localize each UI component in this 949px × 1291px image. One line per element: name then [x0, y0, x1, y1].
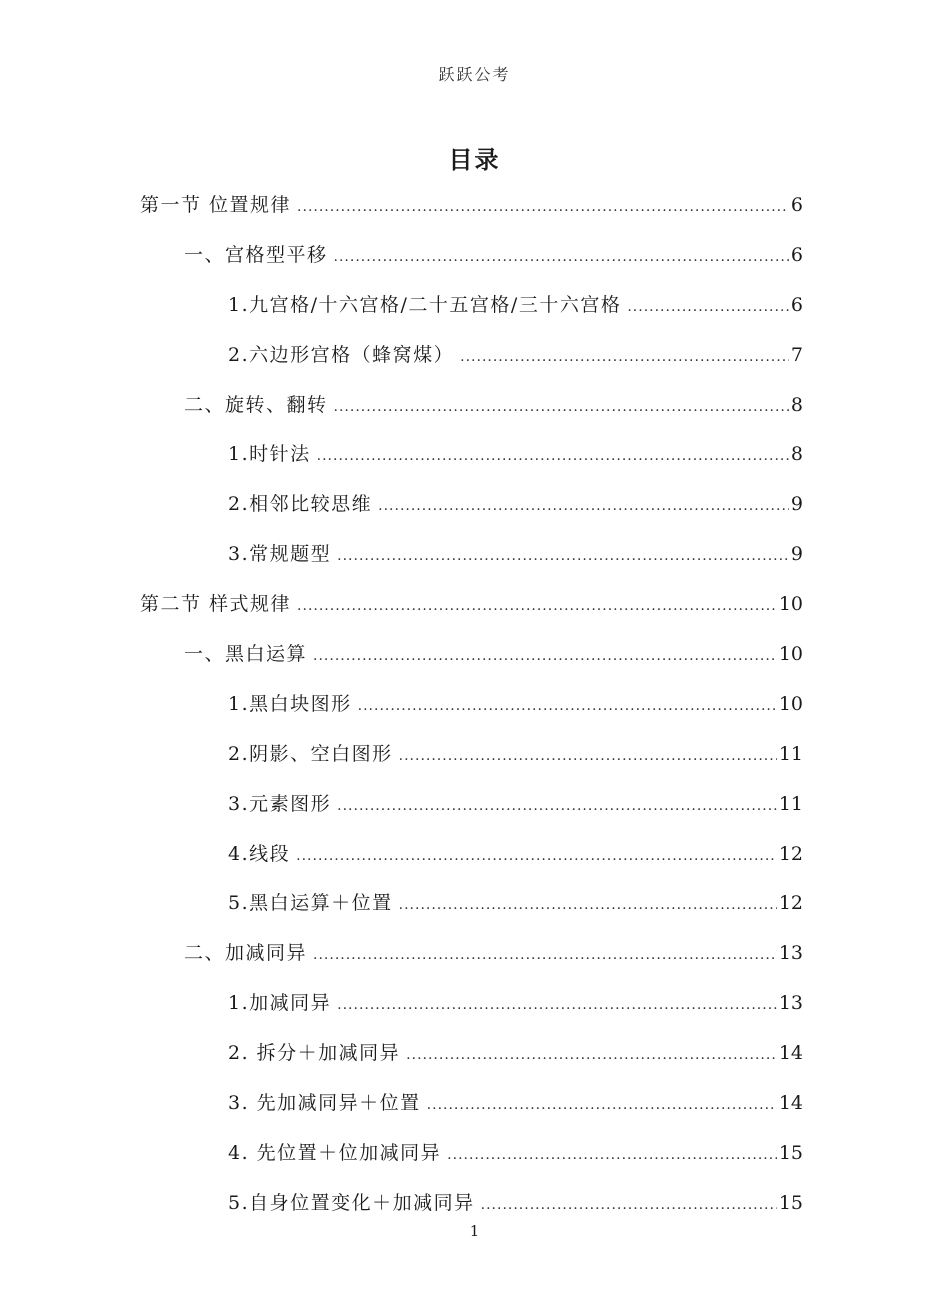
toc-entry-page-number: 14 [778, 1042, 803, 1065]
table-of-contents [140, 190, 803, 1238]
toc-dot-leader [297, 199, 789, 215]
toc-entry-page-number: 13 [778, 992, 803, 1015]
toc-dot-leader [406, 1047, 777, 1063]
toc-entry-page-number: 6 [790, 243, 803, 266]
toc-entry-label: 4. 先位置＋位加减同异 [228, 1141, 442, 1164]
toc-entry-page-number: 11 [778, 792, 803, 815]
toc-entry-page-number: 10 [778, 643, 803, 666]
toc-entry-label: 1.加减同异 [228, 992, 332, 1015]
toc-dot-leader [627, 299, 789, 315]
page-title: 目录 [448, 145, 501, 174]
toc-entry[interactable] [140, 340, 803, 390]
toc-dot-leader [399, 897, 777, 913]
toc-entry-label: 3.元素图形 [228, 792, 332, 815]
toc-entry-page-number: 15 [778, 1191, 803, 1214]
toc-entry-label: 2. 拆分＋加减同异 [228, 1042, 401, 1065]
toc-dot-leader [334, 249, 789, 265]
toc-dot-leader [317, 448, 789, 464]
toc-entry-page-number: 10 [778, 692, 803, 715]
toc-entry-page-number: 7 [790, 343, 803, 366]
toc-entry-page-number: 9 [790, 543, 803, 566]
toc-entry-page-number: 12 [778, 842, 803, 865]
toc-entry-label: 2.阴影、空白图形 [228, 742, 393, 765]
toc-entry[interactable] [140, 489, 803, 539]
toc-entry[interactable] [140, 988, 803, 1038]
toc-entry-page-number: 8 [790, 393, 803, 416]
toc-entry-label: 1.黑白块图形 [228, 692, 352, 715]
toc-dot-leader [378, 498, 789, 514]
page-header: 跃跃公考 [438, 65, 511, 84]
toc-entry-label: 1.九宫格/十六宫格/二十五宫格/三十六宫格 [228, 293, 622, 316]
toc-entry[interactable] [140, 888, 803, 938]
toc-entry[interactable] [140, 789, 803, 839]
toc-entry-page-number: 10 [778, 593, 803, 616]
toc-dot-leader [313, 648, 777, 664]
toc-entry-label: 第一节 位置规律 [140, 194, 292, 216]
toc-entry-page-number: 9 [790, 493, 803, 516]
toc-dot-leader [296, 848, 777, 864]
toc-entry[interactable] [140, 190, 803, 240]
toc-entry-page-number: 11 [778, 742, 803, 765]
toc-entry[interactable] [140, 1038, 803, 1088]
toc-entry-page-number: 6 [790, 293, 803, 316]
toc-entry-label: 1.时针法 [228, 443, 311, 466]
toc-dot-leader [358, 698, 777, 714]
toc-entry[interactable] [140, 938, 803, 988]
toc-entry[interactable] [140, 439, 803, 489]
toc-entry[interactable] [140, 290, 803, 340]
toc-entry-label: 3. 先加减同异＋位置 [228, 1092, 421, 1115]
toc-entry-label: 4.线段 [228, 842, 291, 865]
toc-entry-page-number: 14 [778, 1092, 803, 1115]
toc-dot-leader [337, 798, 777, 814]
page-number: 1 [469, 1222, 480, 1240]
toc-entry-label: 一、黑白运算 [184, 643, 308, 666]
toc-dot-leader [481, 1197, 777, 1213]
toc-entry-label: 二、加减同异 [184, 942, 308, 965]
toc-entry[interactable] [140, 589, 803, 639]
toc-entry[interactable] [140, 689, 803, 739]
toc-entry-label: 一、宫格型平移 [184, 243, 328, 266]
toc-dot-leader [313, 947, 777, 963]
toc-entry[interactable] [140, 839, 803, 889]
toc-entry-label: 2.六边形宫格（蜂窝煤） [228, 343, 455, 366]
toc-dot-leader [447, 1147, 777, 1163]
toc-dot-leader [399, 748, 777, 764]
toc-dot-leader [334, 399, 789, 415]
toc-entry[interactable] [140, 639, 803, 689]
toc-entry[interactable] [140, 539, 803, 589]
toc-entry-page-number: 8 [790, 443, 803, 466]
toc-dot-leader [297, 598, 777, 614]
toc-entry-label: 二、旋转、翻转 [184, 393, 328, 416]
toc-entry-label: 5.黑白运算＋位置 [228, 892, 393, 915]
toc-entry[interactable] [140, 1088, 803, 1138]
toc-dot-leader [337, 548, 789, 564]
toc-entry-label: 2.相邻比较思维 [228, 493, 373, 516]
toc-entry-page-number: 12 [778, 892, 803, 915]
toc-dot-leader [337, 997, 777, 1013]
toc-entry-label: 5.自身位置变化＋加减同异 [228, 1191, 475, 1214]
toc-entry[interactable] [140, 1138, 803, 1188]
toc-entry-page-number: 15 [778, 1141, 803, 1164]
toc-entry[interactable] [140, 390, 803, 440]
toc-dot-leader [427, 1097, 777, 1113]
toc-entry[interactable] [140, 739, 803, 789]
toc-entry-label: 3.常规题型 [228, 543, 332, 566]
toc-entry-label: 第二节 样式规律 [140, 593, 292, 616]
toc-entry-page-number: 13 [778, 942, 803, 965]
toc-entry-page-number: 6 [790, 194, 803, 216]
toc-entry[interactable] [140, 240, 803, 290]
toc-dot-leader [460, 349, 789, 365]
